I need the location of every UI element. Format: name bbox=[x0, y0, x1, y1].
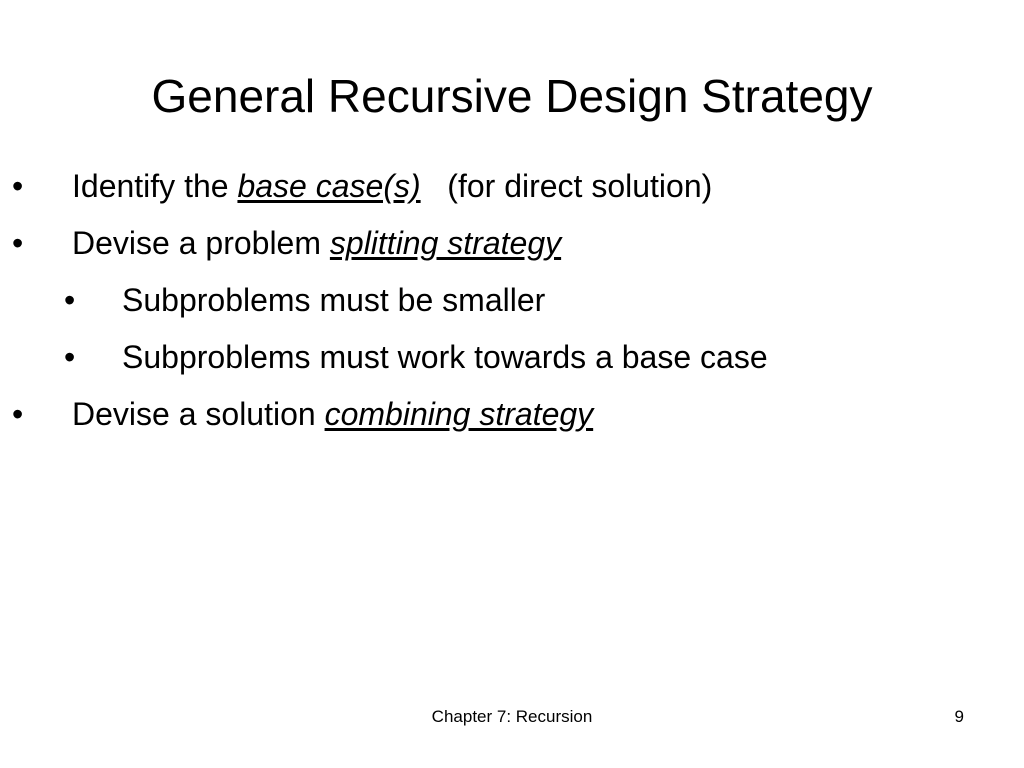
bullet-marker: • bbox=[12, 168, 24, 204]
bullet-text bbox=[72, 386, 593, 443]
bullet-list bbox=[0, 158, 1024, 443]
bullet-marker: • bbox=[64, 282, 76, 318]
footer-chapter: Chapter 7: Recursion bbox=[431, 707, 593, 726]
bullet-text-plain: (for direct solution) bbox=[447, 168, 713, 204]
bullet-marker: • bbox=[64, 339, 76, 375]
bullet-text bbox=[72, 158, 712, 215]
bullet-emphasis: base case(s) bbox=[237, 168, 421, 204]
bullet-text-plain: Identify the bbox=[72, 168, 238, 204]
bullet-emphasis: combining strategy bbox=[324, 396, 594, 432]
bullet-item-splitting bbox=[0, 215, 1024, 272]
bullet-text-plain: Devise a solution bbox=[72, 396, 325, 432]
bullet-text bbox=[72, 215, 561, 272]
bullet-text: Subproblems must work towards a base case bbox=[122, 339, 768, 375]
slide-title: General Recursive Design Strategy bbox=[151, 70, 873, 122]
bullet-text-plain: Devise a problem bbox=[72, 225, 330, 261]
sub-bullet-item-smaller bbox=[0, 272, 1024, 329]
bullet-text: Subproblems must be smaller bbox=[122, 282, 546, 318]
bullet-gap bbox=[421, 168, 448, 204]
page-number: 9 bbox=[954, 707, 964, 726]
bullet-item-base-case bbox=[0, 158, 1024, 215]
sub-bullet-item-base-case bbox=[0, 329, 1024, 386]
bullet-marker: • bbox=[12, 225, 24, 261]
bullet-marker: • bbox=[12, 396, 24, 432]
bullet-item-combining bbox=[0, 386, 1024, 443]
bullet-emphasis: splitting strategy bbox=[329, 225, 562, 261]
